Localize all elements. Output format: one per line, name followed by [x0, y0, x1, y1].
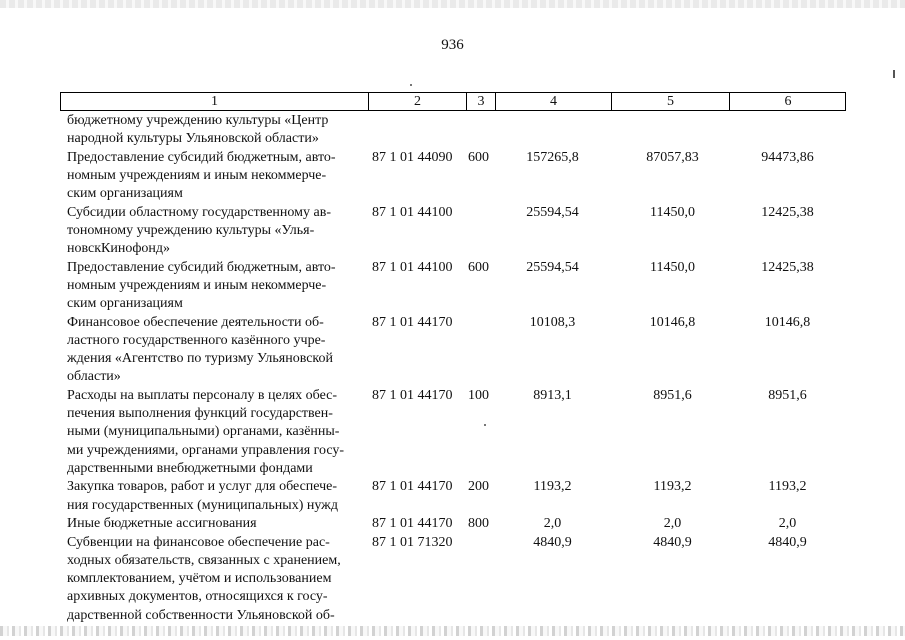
row-value-col6: 94473,86 [761, 149, 814, 165]
row-expense-type: 800 [468, 516, 489, 532]
row-value-col5: 8951,6 [653, 388, 692, 403]
row-code: 87 1 01 44100 [372, 259, 453, 275]
row-value-col4: 25594,54 [526, 204, 579, 220]
header-col-5: 5 [611, 93, 729, 110]
row-code: 87 1 01 44170 [372, 479, 453, 495]
margin-mark [893, 70, 895, 78]
description-line: ходных обязательств, связанных с хранением, [67, 553, 341, 568]
row-code: 87 1 01 44100 [372, 204, 453, 220]
row-value-col5: 10146,8 [649, 314, 696, 330]
row-value-col6: 2,0 [778, 516, 797, 532]
row-value-col5: 2,0 [663, 516, 682, 532]
row-code: 87 1 01 44090 [372, 149, 453, 165]
description-line: ждения «Агентство по туризму Ульяновской [67, 351, 334, 367]
row-value-col4: 8913,1 [533, 388, 572, 403]
row-description [67, 387, 361, 478]
row-value-col5: 11450,0 [650, 259, 695, 275]
row-code: 87 1 01 71320 [372, 534, 453, 550]
description-line: Предоставление субсидий бюджетным, авто- [67, 149, 336, 165]
description-line: Финансовое обеспечение деятельности об- [67, 314, 324, 330]
row-value-col6: 10146,8 [764, 314, 811, 330]
row-value-col4: 25594,54 [526, 259, 579, 275]
row-code: 87 1 01 44170 [372, 516, 453, 532]
row-value-col4: 1193,2 [533, 479, 572, 495]
description-line: новскКинофонд» [67, 241, 171, 257]
row-value-col4: 157265,8 [526, 149, 579, 165]
row-value-col6: 4840,9 [768, 534, 807, 550]
row-value-col6: 12425,38 [761, 204, 814, 220]
description-line: Закупка товаров, работ и услуг для обеспече- [67, 479, 338, 495]
description-line: Субсидии областному государственному ав- [67, 204, 331, 220]
description-line: дарственными внебюджетными фондами [67, 460, 313, 476]
description-line: архивных документов, относящихся к госу- [67, 589, 328, 605]
row-description [67, 204, 361, 259]
row-expense-type: 100 [468, 388, 489, 403]
description-line: ми учреждениями, органами управления госу- [67, 442, 345, 458]
header-col-4: 4 [495, 93, 611, 110]
row-description [67, 149, 361, 204]
row-code: 87 1 01 44170 [372, 388, 453, 403]
description-line: Предоставление субсидий бюджетным, авто- [67, 259, 336, 275]
row-value-col5: 87057,83 [646, 149, 699, 165]
row-value-col4: 4840,9 [533, 534, 572, 550]
row-value-col5: 11450,0 [650, 204, 695, 220]
row-description [67, 112, 361, 148]
row-value-col5: 1193,2 [653, 479, 692, 495]
row-description [67, 515, 361, 533]
header-col-1: 1 [211, 94, 218, 109]
table-header-row [60, 92, 846, 111]
row-expense-type: 600 [468, 259, 489, 275]
row-value-col6: 8951,6 [768, 388, 807, 403]
description-line: номным учреждениям и иным некоммерче- [67, 278, 327, 293]
row-expense-type: 600 [468, 149, 489, 165]
description-line: Иные бюджетные ассигнования [67, 516, 257, 532]
description-line: ными (муниципальными) органами, казённы- [67, 424, 340, 440]
header-col-2: 2 [368, 93, 466, 110]
description-line: дарственной собственности Ульяновской об- [67, 607, 335, 623]
row-description [67, 534, 361, 625]
row-value-col4: 2,0 [543, 516, 562, 532]
row-value-col4: 10108,3 [529, 314, 576, 330]
description-line: народной культуры Ульяновской области» [67, 131, 319, 147]
header-col-3: 3 [466, 93, 495, 110]
row-description [67, 259, 361, 314]
page-number: 936 [441, 37, 464, 53]
description-line: тономному учреждению культуры «Улья- [67, 223, 315, 238]
scan-edge-bottom [0, 626, 905, 636]
header-col-6: 6 [729, 93, 846, 110]
description-line: Расходы на выплаты персоналу в целях обес- [67, 388, 338, 403]
scan-speck [410, 84, 412, 86]
scan-speck [484, 424, 486, 426]
row-value-col5: 4840,9 [653, 534, 692, 550]
row-value-col6: 12425,38 [761, 259, 814, 275]
description-line: ским организациям [67, 186, 183, 202]
row-description [67, 314, 361, 387]
description-line: печения выполнения функций государствен- [67, 406, 333, 422]
description-line: ластного государственного казённого учре- [67, 333, 326, 348]
row-description [67, 478, 361, 514]
description-line: комплектованием, учётом и использованием [67, 571, 332, 587]
description-line: Субвенции на финансовое обеспечение рас- [67, 534, 330, 550]
description-line: ским организациям [67, 296, 183, 312]
row-expense-type: 200 [468, 479, 489, 495]
row-code: 87 1 01 44170 [372, 314, 453, 330]
row-value-col6: 1193,2 [768, 479, 807, 495]
description-line: области» [67, 369, 121, 385]
description-line: номным учреждениям и иным некоммерче- [67, 168, 327, 183]
scan-edge-top [0, 0, 905, 8]
description-line: бюджетному учреждению культуры «Центр [67, 113, 329, 128]
description-line: ния государственных (муниципальных) нужд [67, 497, 338, 513]
